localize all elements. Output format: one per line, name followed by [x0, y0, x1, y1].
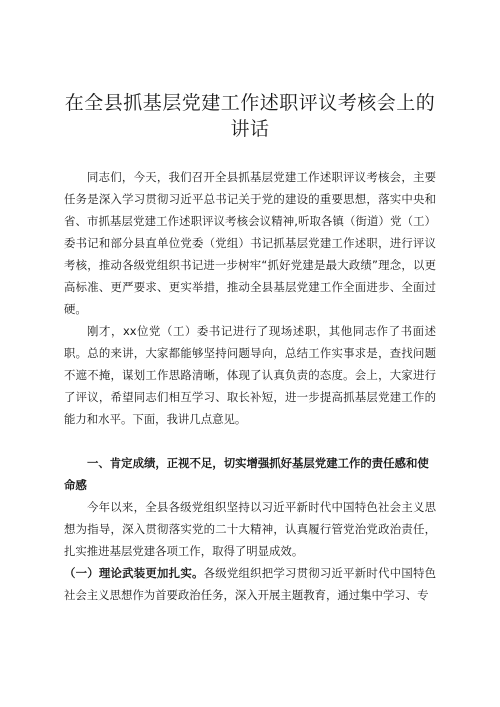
- subsection-heading-1: （一）理论武装更加扎实。: [64, 566, 204, 580]
- document-title: 在全县抓基层党建工作述职评议考核会上的讲话: [64, 92, 436, 140]
- paragraph-achievements: 今年以来，全县各级党组织坚持以习近平新时代中国特色社会主义思想为指导，深入贯彻落实党的二十大精神，认真履行管党治党政治责任，扎实推进基层党建各项工作，取得了明显成效。: [64, 500, 436, 558]
- subsection-text-1: 各级党组织把学习贯彻习近平新时代中国特色社会主义思想作为首要政治任务，深入开展主题教育，通过集中学习、专: [64, 566, 436, 602]
- paragraph-review: 刚才，xx位党（工）委书记进行了现场述职，其他同志作了书面述职。总的来讲，大家都能够坚持问题导向，总结工作实事求是，查找问题不遮不掩，谋划工作思路清晰，体现了认真负责的态度。会上，大家进行了评议，希望同志们相互学习、取长补短，进一步提高抓基层党建工作的能力和水平。下面，我讲几点意见。: [64, 324, 436, 426]
- section-heading-1: 一、肯定成绩，正视不足，切实增强抓好基层党建工作的责任感和使命感: [64, 456, 429, 492]
- subsection-paragraph-1: [64, 562, 436, 606]
- paragraph-opening: 同志们，今天，我们召开全县抓基层党建工作述职评议考核会，主要任务是深入学习贯彻习近平总书记关于党的建设的重要思想，落实中央和省、市抓基层党建工作述职评议考核会议精神,听取各镇（街道）党（工）委书记和部分县直单位党委（党组）书记抓基层党建工作述职，进行评议考核，推动各级党组织书记进一步树牢“抓好党建是最大政绩”理念，以更高标准、更严要求、更实举措，推动全县基层党建工作全面进步、全面过硬。: [64, 170, 436, 316]
